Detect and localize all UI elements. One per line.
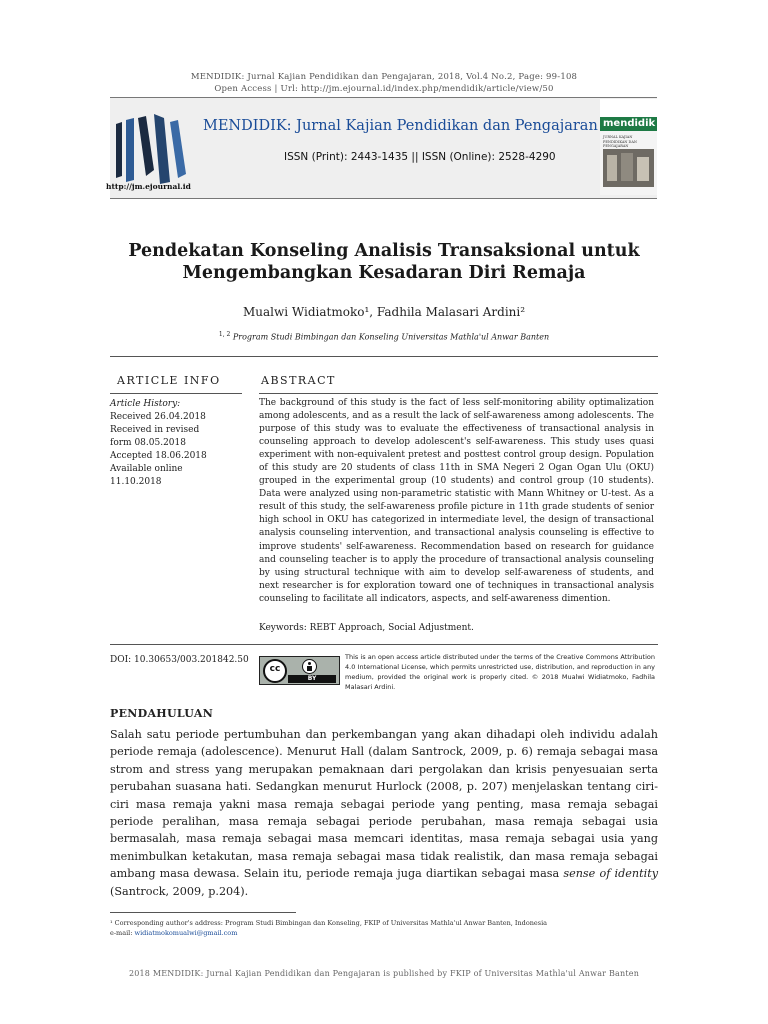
section-rule-bottom: [110, 644, 658, 645]
article-title-line-1: Pendekatan Konseling Analisis Transaksional untuk: [128, 241, 640, 261]
introduction-heading: PENDAHULUAN: [110, 707, 214, 720]
cover-subtitle-1: JURNAL KAJIAN: [603, 135, 633, 139]
doi[interactable]: DOI: 10.30653/003.201842.50: [110, 655, 249, 665]
page-footer: 2018 MENDIDIK: Jurnal Kajian Pendidikan dan Pengajaran is published by FKIP of Universitas Mathla'ul Anwar Banten: [128, 969, 640, 978]
intro-emphasis: sense of identity: [563, 867, 659, 881]
abstract-heading: ABSTRACT: [261, 374, 336, 387]
attribution-person-icon: [302, 659, 317, 674]
history-online-1: Available online: [110, 464, 183, 474]
article-authors: Mualwi Widiatmoko¹, Fadhila Malasari Ardini²: [242, 305, 526, 319]
footnote-email-label: e-mail:: [110, 929, 135, 937]
section-rule-top: [110, 356, 658, 357]
article-affiliation: [100, 331, 668, 342]
abstract-keywords: Keywords: REBT Approach, Social Adjustment.: [259, 623, 474, 633]
history-revised-2: form 08.05.2018: [110, 438, 186, 448]
cover-title: mendidik: [603, 118, 656, 129]
history-received: Received 26.04.2018: [110, 412, 206, 422]
footnote-email-link[interactable]: widiatmokomualwi@gmail.com: [134, 929, 238, 937]
journal-logo-icon: [110, 110, 192, 190]
abstract-text: The background of this study is the fact of less self-monitoring ability optimalization among adolescents, and as a result the lack of self-awareness among adolescents. The purpose of this study was to evaluate the effectiveness of transactional analysis in counseling approach to develop adolescent's self-awareness. This study uses quasi experiment with non-equivalent pretest and posttest control group design. Population of this study are 20 students of class 11th in SMA Negeri 2 Ogan Ogan Ulu (OKU) grouped in the experimental group (10 students) and control group (10 students). Data were analyzed using non-parametric statistic with Mann Whitney or U-test. As a result of this study, the self-awareness profile picture in 11th grade students of senior high school in OKU has categorized in intermediate level, the design of transactional analysis counseling intervention, and transactional analysis counseling is effective to improve students' self-awareness. Recommendation based on research for guidance and counseling teacher is to apply the procedure of transactional analysis counseling by using structural technique with aim to develop self-awareness of students, and next researcher is for exploration toward one of techniques in transactional analysis counseling to facilitate all indicators, aspects, and self-awareness dimention.: [259, 398, 654, 604]
running-header-citation: MENDIDIK: Jurnal Kajian Pendidikan dan Pengajaran, 2018, Vol.4 No.2, Page: 99-108: [190, 72, 578, 82]
history-revised-1: Received in revised: [110, 425, 200, 435]
article-title-line-2: Mengembangkan Kesadaran Diri Remaja: [182, 263, 586, 283]
running-header-open-access[interactable]: Open Access | Url: http://jm.ejournal.id/index.php/mendidik/article/view/50: [214, 84, 554, 94]
article-title: [100, 240, 668, 284]
affiliation-superscript: 1, 2: [218, 331, 231, 338]
journal-cover-image: [600, 99, 657, 195]
journal-site-url[interactable]: http://jm.ejournal.id: [106, 182, 191, 191]
issn-numbers: ISSN (Print): 2443-1435 || ISSN (Online): 2528-4290: [284, 151, 556, 163]
cover-photo: [603, 149, 654, 187]
history-accepted: Accepted 18.06.2018: [110, 451, 207, 461]
abstract-rule: [259, 393, 658, 394]
article-info-rule: [110, 393, 242, 394]
cc-by-license-badge[interactable]: [259, 656, 340, 685]
history-online-2: 11.10.2018: [110, 477, 162, 487]
intro-text-start: Salah satu periode pertumbuhan dan perkembangan yang akan dihadapi oleh individu adalah periode remaja (adolescence). Menurut Hall (dalam Santrock, 2009, p. 6) remaja sebagai masa strom and stress yang merupakan pemaknaan dari pergolakan dan krisis penyesuaian serta perubahan suasana hati. Sedangkan menurut Hurlock (2008, p. 207) menjelaskan tentang ciri-ciri masa remaja yakni masa remaja sebagai periode yang penting, masa remaja sebagai periode peralihan, masa remaja sebagai periode perubahan, masa remaja sebagai usia bermasalah, masa remaja sebagai masa memcari identitas, masa remaja sebagai usia yang menimbulkan ketakutan, masa remaja sebagai masa tidak realistik, dan masa remaja sebagai ambang masa dewasa. Selain itu, periode remaja juga diartikan sebagai masa: [110, 728, 658, 881]
masthead-band: [110, 97, 657, 199]
footnote-address: ¹ Corresponding author's address: Program Studi Bimbingan dan Konseling, FKIP of Universitas Mathla'ul Anwar Banten, Indonesia: [110, 919, 548, 927]
history-label: Article History:: [110, 399, 181, 409]
cover-subtitle-2: PENDIDIKAN DAN PENGAJARAN: [603, 140, 637, 148]
license-text: This is an open access article distributed under the terms of the Creative Commons Attribution 4.0 International License, which permits unrestricted use, distribution, and reproduction in any medium, provided the original work is properly cited. © 2018 Mualwi Widiatmoko, Fadhila Malasari Ardini.: [345, 653, 655, 691]
article-history: [110, 398, 240, 489]
article-info-heading: ARTICLE INFO: [117, 374, 221, 387]
intro-text-end: (Santrock, 2009, p.204).: [110, 884, 249, 898]
footnote: [110, 918, 658, 938]
introduction-paragraph: [110, 726, 658, 900]
affiliation-text: Program Studi Bimbingan dan Konseling Universitas Mathla'ul Anwar Banten: [232, 332, 550, 342]
journal-title: MENDIDIK: Jurnal Kajian Pendidikan dan Pengajaran: [203, 118, 598, 134]
by-label: BY: [288, 675, 336, 683]
footnote-rule: [110, 912, 296, 913]
cc-icon: [263, 659, 287, 683]
cc-icon-text: cc: [269, 664, 281, 674]
footnote-email-line: [110, 928, 658, 938]
